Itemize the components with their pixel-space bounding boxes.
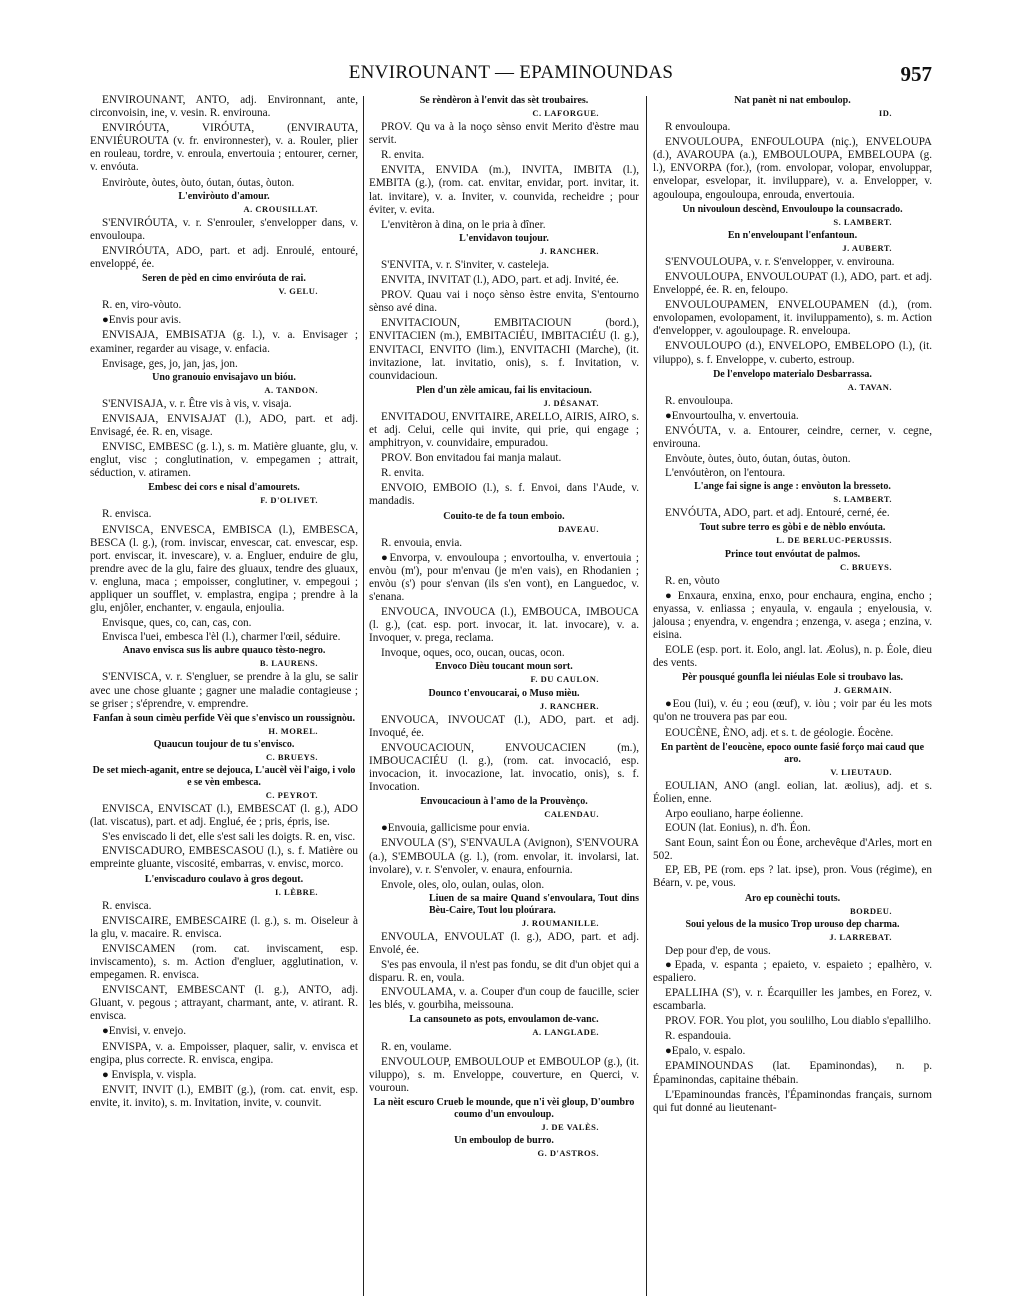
dictionary-entry: R. en, viro-vòuto. [102,299,182,312]
dictionary-entry: ENVISPA, v. a. Empoisser, plaquer, salir, v. envisca et engipa, plus correcte. R. envisca, engipa. [90,1040,358,1066]
citation-author: V. LIEUTAUD. [830,766,892,777]
example-text: L'envitèron à dina, on le pria à dîner. [381,218,546,231]
example-text: Envole, oles, olo, oulan, oulas, olon. [381,878,545,891]
citation-author: L. DE BERLUC-PERUSSIS. [776,535,892,546]
citation-quote: Un nivouloun descènd, Envouloupo la counsacrado. [682,203,903,215]
dictionary-entry: S'ENVITA, v. r. S'inviter, v. casteleja. [381,258,550,271]
dictionary-entry: EOUN (lat. Eonius), n. d'h. Éon. [665,822,811,835]
dictionary-entry: ENVIRÓUTA, ADO, part. et adj. Enroulé, entouré, enveloppé, ée. [90,244,358,271]
citation-quote: Embesc dei cors e nisal d'amourets. [148,482,300,494]
dictionary-entry: PROV. Quau vai i noço sènso èstre envita, S'entourno sènso avé dina. [369,289,639,315]
citation-quote: Prince tout envóutat de palmos. [724,548,861,560]
dictionary-entry: S'ENVOULOUPA, v. r. S'envelopper, v. envirouna. [665,255,895,268]
citation-author: A. LANGLADE. [532,1027,599,1038]
dictionary-entry: ENVOULA, ENVOULAT (l. g.), ADO, part. et adj. Envolé, ée. [369,930,639,956]
citation-author: F. DU CAULON. [530,674,599,685]
citation-author: H. MOREL. [268,725,318,736]
citation-quote: Envoucacioun à l'amo de la Prouvènço. [420,796,588,808]
citation-quote: Se rèndèron à l'envit das sèt troubaires. [419,95,589,106]
citation-author: C. BRUEYS. [266,751,318,762]
dictionary-entry: ●Epada, v. espanta ; epaieto, v. espaieto ; epalhèro, v. espaliero. [653,958,932,984]
citation-author: G. D'ASTROS. [537,1148,599,1158]
dictionary-entry: ENVITADOU, ENVITAIRE, ARELLO, AIRIS, AIRO, s. et adj. Celui, celle qui invite, qui prie, qui engage ; amphitryon, v. counvidaire, empuradou. [369,410,639,450]
citation-author: J. RANCHER. [539,245,599,256]
dictionary-entry: R. envita. [381,149,425,162]
citation-author: J. RANCHER. [539,700,599,711]
citation-quote: Dounco t'envoucarai, o Muso mièu. [428,687,580,699]
citation-author: J. DE VALÈS. [541,1121,599,1132]
citation-author: V. GELU. [278,286,318,297]
dictionary-entry: ENVOUCA, INVOUCAT (l.), ADO, part. et adj. Invoqué, ée. [369,713,639,739]
dictionary-entry: ENVISCA, ENVESCA, EMBISCA (l.), EMBESCA, BESCA (l. g.), (rom. inviscar, envescar, cat. envescar, esp. port. enviscar, it. invescare), v. a. Engluer, enduire de glu, prendre avec de la glu, faire des gluaux, tendre des gluaux, v. engluna, maca ; empoisser, conglutiner, v. empegoui ; appliquer un soufflet, v. emplastra, engipa ; prendre à la glu, enjôler, enchanter, v. engaula, enjoulia. [90,523,358,615]
citation-quote: Soui yelous de la musico Trop urouso dep charma. [685,918,900,930]
dictionary-entry: ENVIT, INVIT (l.), EMBIT (g.), (rom. cat. envit, esp. envite, it. invito), s. m. Invitation, invite, v. counvit. [90,1083,358,1109]
example-text: Envisage, ges, jo, jan, jas, jon. [102,357,238,370]
dictionary-entry: ENVOULA (S'), S'ENVAULA (Avignon), S'ENVOURA (a.), S'EMBOULA (g. l.), (rom. envolar, it. involarsi, lat. involare), v. r. S'envoler, v. enaura, enfournia. [369,837,639,876]
page-header [90,62,932,86]
dictionary-entry: S'ENVISCA, v. r. S'engluer, se prendre à la glu, se salir avec une chose gluante ; gagner une maladie contagieuse ; se griser ; s'éprendre, v. emprendre. [90,671,358,710]
citation-author: F. D'OLIVET. [260,495,318,506]
dictionary-entry: ENVOUCA, INVOUCA (l.), EMBOUCA, IMBOUCA (l. g.), (cat. esp. port. invocar, it. lat. invocare), v. a. Invoquer, v. prega, reclama. [369,606,639,645]
dictionary-entry: ENVOIO, EMBOIO (l.), s. f. Envoi, dans l'Aude, v. mandadis. [369,482,639,508]
citation-quote: Envoco Dièu toucant moun sort. [435,661,573,673]
dictionary-entry: EOLE (esp. port. it. Eolo, angl. lat. Æolus), n. p. Éole, dieu des vents. [653,644,932,670]
citation-quote: Aro ep counèchi touts. [744,892,841,904]
example-text: Envisque, ques, co, can, cas, con. [102,617,252,630]
dictionary-entry: ENVOULOUPAMEN, ENVELOUPAMEN (d.), (rom. envolopamen, evolopament, it. inviluppamento), s. m. Action d'envelopper, v. agouloupage. R. enveloupa. [653,299,932,338]
dictionary-entry: ENVISCANT, EMBESCANT (l. g.), ANTO, adj. Gluant, v. pegous ; attrayant, charmant, ante, v. atirant. R. envisca. [90,984,358,1023]
example-text: Envisca l'uei, embesca l'èl (l.), charmer l'œil, séduire. [102,631,341,644]
dictionary-entry: ENVIROUNANT, ANTO, adj. Environnant, ante, circonvoisin, ine, v. vesin. R. envirouna. [90,94,358,120]
dictionary-entry: ●Eou (lui), v. éu ; eou (œuf), v. iòu ; voir par éu les mots qu'on ne trouvera pas par eou. [653,698,932,724]
dictionary-entry: R. envisca. [102,899,152,912]
example-text: Invoque, oques, oco, oucan, oucas, ocon. [381,647,565,660]
citation-author: A. TAVAN. [847,381,892,392]
dictionary-entry: EPAMINOUNDAS (lat. Epaminondas), n. p. Épaminondas, capitaine thébain. [653,1060,932,1086]
dictionary-entry: ENVITA, INVITAT (l.), ADO, part. et adj. Invité, ée. [381,274,619,287]
citation-quote: Fanfan à soun cimèu perfide Vèi que s'envisco un roussignòu. [93,712,355,724]
dictionary-entry: R. en, voulame. [381,1040,452,1053]
dictionary-entry: ENVOULAMA, v. a. Couper d'un coup de faucille, scier les blés, v. gourbiha, meissouna. [369,986,639,1012]
dictionary-entry: R. envouloupa. [665,394,734,407]
dictionary-entry: R. envita. [381,467,425,480]
dictionary-entry: EPALLIHA (S'), v. r. Écarquiller les jambes, en Forez, v. escambarla. [653,986,932,1013]
example-text: L'envóutèron, on l'entoura. [665,467,786,480]
dictionary-entry: ENVOUCACIOUN, ENVOUCACIEN (m.), IMBOUCACIÉU (l. g.), (rom. cat. invocació, esp. invocacion, it. invocazione, lat. invocatio, onis), s. f. Invocation. [369,741,639,794]
dictionary-entry: R. envouia, envia. [381,536,463,549]
running-title: ENVIROUNANT — EPAMINOUNDAS [348,62,674,83]
dictionary-entry: ENVISCAMEN (rom. cat. inviscament, esp. inviscamento), s. m. Action d'engluer, agglutination, v. empegamen. R. envisca. [90,942,358,982]
dictionary-entry: ENVOULOUPA, ENVOULOUPAT (l.), ADO, part. et adj. Enveloppé, ée. R. en, feloupo. [653,270,932,297]
citation-quote: Plen d'un zèle amicau, fai lis envitacioun. [416,384,592,396]
citation-author: J. AUBERT. [842,242,892,253]
citation-quote: De set miech-aganit, entre se dejouca, L'aucèl vèi l'aigo, i volo e se vèn embesca. [92,764,356,788]
example-text: S'es pas envoula, il n'est pas fondu, se dit d'un objet qui a disparu. R. en, voula. [369,959,639,985]
citation-author: B. LAURENS. [259,658,318,669]
citation-author: CALENDAU. [544,809,599,820]
citation-quote: Un emboulop de burro. [454,1135,554,1146]
example-text: Envòute, òutes, òuto, óutan, óutas, òuton. [665,453,851,466]
dictionary-entry: ENVISAJA, ENVISAJAT (l.), ADO, part. et adj. Envisagé, ée. R. en, visage. [90,412,358,438]
example-text: Sant Eoun, saint Éon ou Éone, archevêque d'Arles, mort en 502. [653,837,932,863]
dictionary-entry: ENVISCA, ENVISCAT (l.), EMBESCAT (l. g.), ADO (lat. viscatus), part. et adj. Englué, ée ; pris, épris, ise. [90,803,358,829]
dictionary-entry: ●Epalo, v. espalo. [665,1045,746,1058]
citation-author: J. DÉSANAT. [543,397,599,408]
column-left [90,94,358,1112]
example-text: S'es enviscado li det, elle s'est sali les doigts. R. en, visc. [102,831,356,844]
column-right [653,94,932,1116]
citation-quote: Quaucun toujour de tu s'envisco. [153,738,295,750]
dictionary-entry: PROV. Qu va à la noço sènso envit Merito d'èstre mau servit. [369,121,639,147]
citation-quote: Uno granouio envisajavo un bióu. [152,371,296,383]
dictionary-entry: ENVÓUTA, v. a. Entourer, ceindre, cerner, v. cegne, envirouna. [653,424,932,450]
citation-quote: En partènt de l'eoucène, epoco ounte fasié forço mai caud que aro. [660,741,925,765]
dictionary-entry: ENVOULOUPO (d.), ENVELOPO, EMBELOPO (l.), (it. viluppo), s. f. Enveloppe, v. cuberto, estroup. [653,340,932,366]
example-text: L'Epaminoundas francès, l'Épaminondas français, surnom qui fut donné au lieutenant- [653,1088,932,1114]
citation-quote: Couito-te de fa toun emboio. [443,510,565,522]
citation-quote: La nèit escuro Crueb le mounde, que n'i vèi gloup, D'oumbro coumo d'un envouloup. [373,1096,635,1120]
dictionary-entry: S'ENVIRÓUTA, v. r. S'enrouler, s'envelopper dans, v. envouloupa. [90,216,358,242]
dictionary-entry: R. envisca. [102,508,152,521]
dictionary-entry: ENVIRÓUTA, VIRÓUTA, (ENVIRAUTA, ENVIÉUROUTA (v. fr. environnester), v. a. Rouler, plier en rouleau, tordre, v. enroula, envertouia ; entourer, cerner, v. envóuta. [90,122,358,174]
dictionary-entry: ●Envis pour avis. [102,314,182,327]
example-text: Enviròute, òutes, òuto, óutan, óutas, òuton. [102,176,295,189]
citation-quote: Nat panèt ni nat emboulop. [734,95,851,106]
dictionary-entry: ENVISAJA, EMBISATJA (g. l.), v. a. Envisager ; examiner, regarder au visage, v. enfacia. [90,329,358,355]
dictionary-entry: ENVITACIOUN, EMBITACIOUN (bord.), ENVITACIEN (m.), EMBITACIÉU, IMBITACIÉU (l. g.), ENVITACI, ENVITO (lim.), ENVITACHI (Marche), (it. invitazione, lat. invitatio, onis), s. f. Invitation, v. counvidacioun. [369,317,639,382]
dictionary-entry: R envouloupa. [665,121,731,134]
dictionary-entry: EOULIAN, ANO (angl. eolian, lat. æolius), adj. et s. Éolien, enne. [653,779,932,805]
dictionary-entry: ●Envorpa, v. envouloupa ; envortoulha, v. envertouia ; envòu (m'), pour m'envau (je m'en vais), en Rhodanien ; envòu (s') pour s'envan (ils s'en vont), en Languedoc, v. s'enana. [369,551,639,603]
dictionary-entry: ENVÓUTA, ADO, part. et adj. Entouré, cerné, ée. [665,507,890,520]
dictionary-entry: PROV. Bon envitadou fai manja malaut. [381,452,562,465]
citation-quote: Seren de pèd en cimo enviróuta de rai. [142,273,306,285]
example-text: Dep pour d'ep, de vous. [665,944,771,957]
citation-verse: Liuen de sa maire Quand s'envoulara, Tout dins Bèu-Caire, Tout lou ploúrara. [429,892,639,916]
dictionary-entry: EP, EB, PE (rom. eps ? lat. ipse), pron. Vous (régime), en Béarn, v. pe, vous. [653,864,932,890]
citation-quote: Anavo envisca sus lis aubre quauco tèsto-negro. [122,645,326,657]
dictionary-entry: ENVISC, EMBESC (g. l.), s. m. Matière gluante, glu, v. englut, visc ; conglutination, v. empegamen ; attrait, séduction, v. atiramen. [90,441,358,480]
citation-author: A. TANDON. [264,384,318,395]
citation-author: C. BRUEYS. [840,561,892,572]
dictionary-entry: ENVOULOUPA, ENFOULOUPA (niç.), ENVELOUPA (d.), AVAROUPA (a.), EMBOULOUPA, EMBELOUPA (g. l.), ENVORPA (for.), (rom. envolopar, volopar, envoluppar, envelopar, esvelopar, it. inviluppare), v. a. Envelopper, v. agouloupa, engouloupa, enrouda, envertouia. [653,136,932,201]
citation-author: J. ROUMANILLE. [521,917,599,928]
dictionary-entry: ENVOULOUP, EMBOULOUP et EMBOULOP (g.), (it. viluppo), s. m. Enveloppe, couverture, en Querci, v. vouroun. [369,1055,639,1094]
dictionary-entry: ● Envispla, v. vispla. [102,1068,197,1081]
dictionary-entry: R. en, vòuto [665,574,720,587]
dictionary-entry: PROV. FOR. You plot, you soulilho, Lou diablo s'epallilho. [665,1015,931,1028]
column-divider [646,96,647,1296]
citation-quote: L'ange fai signe is ange : envòuton la bresseto. [694,481,891,493]
citation-author: J. GERMAIN. [833,685,892,696]
citation-quote: L'enviròuto d'amour. [178,190,270,202]
citation-quote: L'enviscaduro coulavo à gros degout. [144,873,304,885]
dictionary-entry: ●Envouia, gallicisme pour envia. [381,822,530,835]
citation-author: I. LÈBRE. [275,886,318,897]
column-middle [369,94,639,1161]
citation-quote: En n'enveloupant l'enfantoun. [727,229,858,241]
dictionary-entry: ENVISCAIRE, EMBESCAIRE (l. g.), s. m. Oiseleur à la glu, v. macaire. R. envisca. [90,914,358,940]
citation-quote: La cansouneto as pots, envoulamon de-vanc. [409,1014,599,1026]
dictionary-entry: R. espandouia. [665,1030,732,1043]
citation-author: C. PEYROT. [265,789,318,800]
example-text: Arpo eouliano, harpe éolienne. [665,807,804,820]
dictionary-entry: ● Enxaura, enxina, enxo, pour enchaura, engina, encho ; enyassa, v. enliassa ; enyaula, v. engaula ; enyelousia, v. jalousa ; enyendra, v. engendra ; enzenga, v. asega ; enzina, v. eisina. [653,589,932,641]
citation-author: S. LAMBERT. [833,494,892,505]
citation-author: A. CROUSILLAT. [243,203,318,214]
dictionary-entry: EOUCÈNE, ÈNO, adj. et s. t. de géologie. Éocène. [665,726,894,739]
dictionary-entry: ●Envisi, v. envejo. [102,1025,187,1038]
dictionary-entry: ENVISCADURO, EMBESCASOU (l.), s. f. Matière ou empreinte gluante, viscosité, embarras, v. envisc, morco. [90,845,358,871]
citation-author: S. LAMBERT. [833,216,892,227]
citation-author: C. LAFORGUE. [532,108,599,118]
dictionary-entry: S'ENVISAJA, v. r. Être vis à vis, v. visaja. [102,397,292,410]
column-divider [363,96,364,1296]
dictionary-entry: ENVITA, ENVIDA (m.), INVITA, IMBITA (l.), EMBITA (g.), (rom. cat. envitar, envidar, port. invitar, it. lat. invitare), v. a. Inviter, v. counvida, recheidre ; pour éviter, v. evita. [369,164,639,216]
page-number: 957 [900,62,932,86]
dictionary-entry: ●Envourtoulha, v. envertouia. [665,409,799,422]
citation-author: J. LARREBAT. [829,931,892,942]
citation-quote: De l'envelopo materialo Desbarrassa. [713,368,872,380]
citation-author: ID. [878,108,892,118]
citation-author: BORDEU. [850,905,892,916]
citation-quote: Pèr pousqué gounfla lei niéulas Eole si troubavo las. [681,672,904,684]
citation-author: DAVEAU. [558,523,599,534]
citation-quote: Tout subre terro es gòbi e de nèblo envóuta. [699,522,886,534]
citation-quote: L'envidavon toujour. [459,232,549,244]
